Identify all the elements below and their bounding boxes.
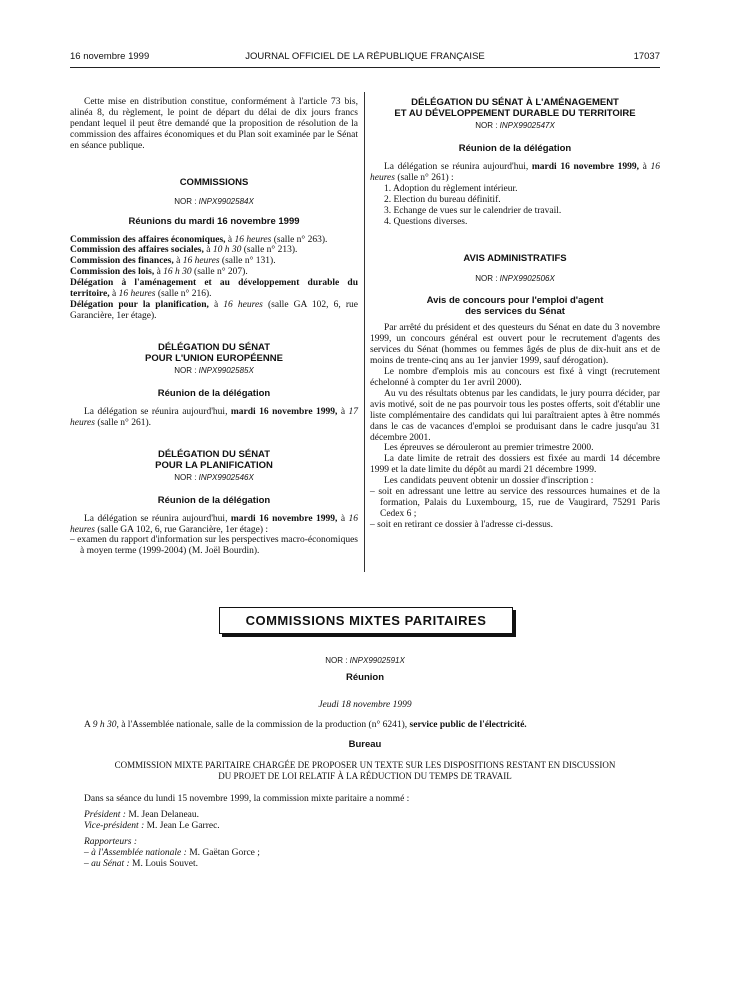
ue-nor: NOR : INPX9902585X [174,365,254,375]
cmp-date: Jeudi 18 novembre 1999 [318,700,412,710]
planif-subtitle: Réunion de la délégation [157,494,271,506]
cmp-title-line1: COMMISSION MIXTE PARITAIRE CHARGÉE DE PROPOSER UN TEXTE SUR LES DISPOSITIONS RESTANT EN DISCUSSION [114,760,616,770]
planif-nor: NOR : INPX9902546X [174,472,254,482]
commission-item: Commission des affaires sociales, à 10 h 30 (salle n° 213). [70,245,298,256]
ue-subtitle: Réunion de la délégation [157,387,271,399]
header-date: 16 novembre 1999 [70,51,150,62]
left-column [70,97,358,557]
cmp-bureau: Bureau [348,739,382,750]
right-column [370,97,660,531]
ue-title-line1: DÉLÉGATION DU SÉNAT [157,341,271,353]
amenagement-nor: NOR : INPX9902547X [475,121,555,130]
avis-subtitle-line2: des services du Sénat [465,306,565,318]
ue-text: La délégation se réunira aujourd'hui, mardi 16 novembre 1999, à 17 heures (salle n° 261). [70,406,358,428]
commissions-list [70,235,358,322]
amenagement-title-line2: ET AU DÉVELOPPEMENT DURABLE DU TERRITOIRE [394,108,636,119]
planif-title-line2: POUR LA PLANIFICATION [155,459,273,471]
commission-item: Commission des lois, à 16 h 30 (salle n° 207). [70,267,248,278]
cmp-seance: Dans sa séance du lundi 15 novembre 1999, la commission mixte paritaire a nommé : [84,794,410,804]
page-header [70,51,660,65]
cmp-vice-president: Vice-président : M. Jean Le Garrec. [84,821,220,831]
amenagement-text: La délégation se réunira aujourd'hui, mardi 16 novembre 1999, à 16 heures (salle n° 261) : [370,162,660,183]
avis-option: – soit en retirant ce dossier à l'adresse ci-dessus. [370,519,553,530]
cmp-title-line2: DU PROJET DE LOI RELATIF À LA RÉDUCTION DU TEMPS DE TRAVAIL [218,771,512,781]
agenda-item: 2. Election du bureau définitif. [384,194,501,205]
planif-agenda-item: – examen du rapport d'information sur les perspectives macro-économiques à moyen terme (1999-2004) (M. Joël Bourdin). [70,535,358,557]
agenda-item: 3. Echange de vues sur le calendrier de travail. [384,205,562,216]
avis-subtitle-line1: Avis de concours pour l'emploi d'agent [426,295,604,307]
commissions-title: COMMISSIONS [179,176,249,188]
cmp-meeting-line: A 9 h 30, à l'Assemblée nationale, salle de la commission de la production (n° 6241), service public de l'électricité. [84,720,527,730]
commission-item: Délégation pour la planification, à 16 heures (salle GA 102, 6, rue Garancière, 1er étage). [70,299,358,321]
agenda-item: 1. Adoption du règlement intérieur. [384,183,518,194]
column-divider [364,92,365,572]
avis-paragraph: La date limite de retrait des dossiers est fixée au mardi 14 décembre 1999 et la date limite du dépôt au mardi 21 décembre 1999. [370,454,660,476]
amenagement-title-line1: DÉLÉGATION DU SÉNAT À L'AMÉNAGEMENT [411,97,619,108]
commissions-subtitle: Réunions du mardi 16 novembre 1999 [128,215,300,227]
avis-paragraph: Le nombre d'emplois mis au concours est fixé à vingt (recrutement échelonné à compter du 1er avril 2000). [370,367,660,388]
header-page-number: 17037 [633,51,660,62]
header-rule [70,67,660,68]
cmp-box-title: COMMISSIONS MIXTES PARITAIRES [219,607,513,634]
avis-nor: NOR : INPX9902506X [475,274,555,284]
intro-paragraph: Cette mise en distribution constitue, conformément à l'article 73 bis, alinéa 8, du règlement, le point de départ du délai de dix jours francs pendant lequel il peut être demandé que la proposition de résolution de la commission des affaires économiques et du Plan soit examinée par le Sénat en séance publique. [70,97,358,151]
commission-item: Délégation à l'aménagement et au développement durable du territoire, à 16 heures (salle n° 216). [70,278,358,300]
amenagement-agenda [370,184,660,228]
cmp-reunion: Réunion [346,672,384,683]
avis-paragraph: Les candidats peuvent obtenir un dossier d'inscription : [384,476,594,487]
cmp-rapporteur-an: – à l'Assemblée nationale : M. Gaëtan Gorce ; [84,848,260,858]
commissions-nor: NOR : INPX9902584X [174,196,254,206]
cmp-rapporteur-senat: – au Sénat : M. Louis Souvet. [84,859,199,869]
planif-title-line1: DÉLÉGATION DU SÉNAT [157,448,271,460]
commission-item: Commission des finances, à 16 heures (salle n° 131). [70,256,276,267]
avis-option: – soit en adressant une lettre au service des ressources humaines et de la formation, Palais du Luxembourg, 15, rue de Vaugirard, 75291 Paris Cedex 6 ; [370,487,660,519]
avis-title: AVIS ADMINISTRATIFS [463,253,567,265]
header-journal-title: JOURNAL OFFICIEL DE LA RÉPUBLIQUE FRANÇAISE [245,51,485,62]
avis-paragraph: Au vu des résultats obtenus par les candidats, le jury pourra décider, par avis motivé, soit de ne pas pourvoir tous les postes offerts, soit d'établir une liste complémentaire des candidats qui lui paraîtraient aptes à être nommés dans le cas de vacances d'emploi se produisant dans le cadre jusqu'au 31 décembre 2001. [370,388,660,443]
agenda-item: 4. Questions diverses. [384,216,468,227]
cmp-president: Président : M. Jean Delaneau. [84,810,200,820]
commission-item: Commission des affaires économiques, à 16 heures (salle n° 263). [70,234,328,245]
ue-title-line2: POUR L'UNION EUROPÉENNE [145,352,283,364]
avis-paragraph: Les épreuves se dérouleront au premier trimestre 2000. [384,443,594,454]
avis-paragraph: Par arrêté du président et des questeurs du Sénat en date du 3 novembre 1999, un concours général est ouvert pour le recrutement d'agents des services du Sénat (hommes ou femmes âgés de plus de dix-huit ans et de moins de trente-cinq ans au 1er janvier 1999, sauf dérogation). [370,323,660,367]
cmp-rapporteurs-label: Rapporteurs : [84,837,138,847]
cmp-nor: NOR : INPX9902591X [325,656,405,665]
amenagement-subtitle: Réunion de la délégation [458,143,572,154]
planif-text: La délégation se réunira aujourd'hui, mardi 16 novembre 1999, à 16 heures (salle GA 102, 6, rue Garancière, 1er étage) : [70,513,358,535]
